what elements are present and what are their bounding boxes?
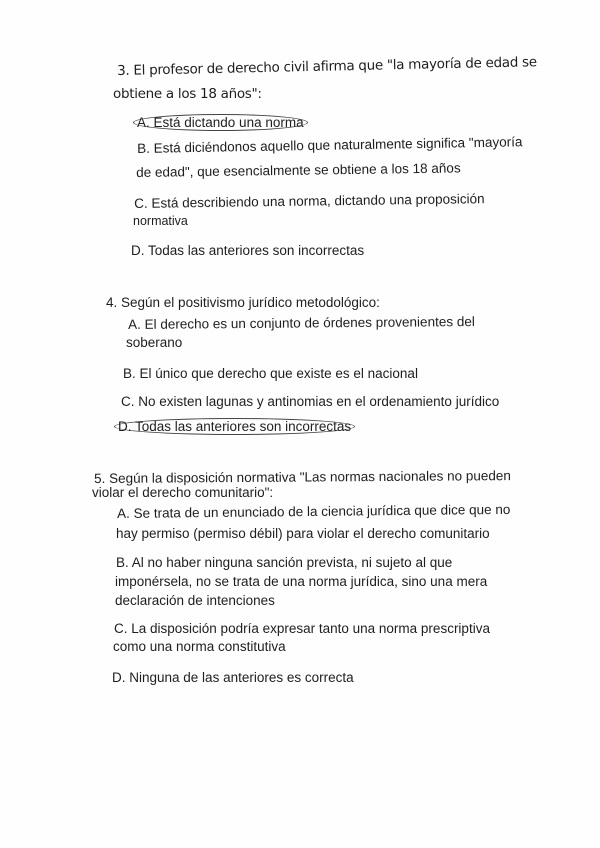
question-5-option-a-line-2[interactable]: hay permiso (permiso débil) para violar el derecho comunitario	[116, 526, 490, 541]
question-3-option-c-line-2[interactable]: normativa	[133, 214, 188, 228]
question-3-option-d[interactable]: D. Todas las anteriores son incorrectas	[131, 243, 365, 258]
question-3-option-a[interactable]	[137, 113, 308, 132]
question-5-option-b-line-3[interactable]: declaración de intenciones	[115, 593, 275, 608]
question-5-option-c-line-2[interactable]: como una norma constitutiva	[113, 639, 286, 654]
question-4-option-a-line-2[interactable]: soberano	[126, 335, 183, 350]
question-5-option-b-line-1[interactable]: B. Al no haber ninguna sanción prevista, ni sujeto al que	[116, 555, 453, 570]
question-5-text-line-1: 5. Según la disposición normativa "Las normas nacionales no pueden	[94, 468, 511, 486]
question-5-option-a-line-1[interactable]: A. Se trata de un enunciado de la ciencia jurídica que dice que no	[117, 501, 511, 521]
question-5-text-line-2: violar el derecho comunitario":	[92, 485, 274, 500]
question-3-option-c-line-1[interactable]: C. Está describiendo una norma, dictando una proposición	[134, 191, 485, 211]
question-3-option-b-line-1[interactable]: B. Está diciéndonos aquello que naturalmente significa "mayoría	[137, 134, 523, 156]
question-4-text-line-1: 4. Según el positivismo jurídico metodológico:	[106, 295, 380, 310]
selected-mark: A. Está dictando una norma	[133, 114, 308, 131]
question-3-text-line-2: obtiene a los 18 años":	[113, 86, 262, 102]
question-5-option-c-line-1[interactable]: C. La disposición podría expresar tanto una norma prescriptiva	[114, 621, 490, 636]
question-3-text-line-1: 3. El profesor de derecho civil afirma que "la mayoría de edad se	[117, 54, 537, 79]
question-3-option-b-line-2[interactable]: de edad", que esencialmente se obtiene a los 18 años	[136, 160, 461, 180]
question-4-option-c[interactable]: C. No existen lagunas y antinomias en el ordenamiento jurídico	[121, 394, 500, 409]
question-4-option-d[interactable]	[118, 417, 355, 436]
question-4-option-a-line-1[interactable]: A. El derecho es un conjunto de órdenes provenientes del	[128, 313, 475, 332]
question-4-option-b[interactable]: B. El único que derecho que existe es el nacional	[123, 366, 418, 381]
selected-mark: D. Todas las anteriores son incorrectas	[114, 418, 355, 435]
question-5-option-b-line-2[interactable]: imponérsela, no se trata de una norma jurídica, sino una mera	[115, 574, 488, 589]
question-5-option-d[interactable]: D. Ninguna de las anteriores es correcta	[112, 670, 354, 685]
